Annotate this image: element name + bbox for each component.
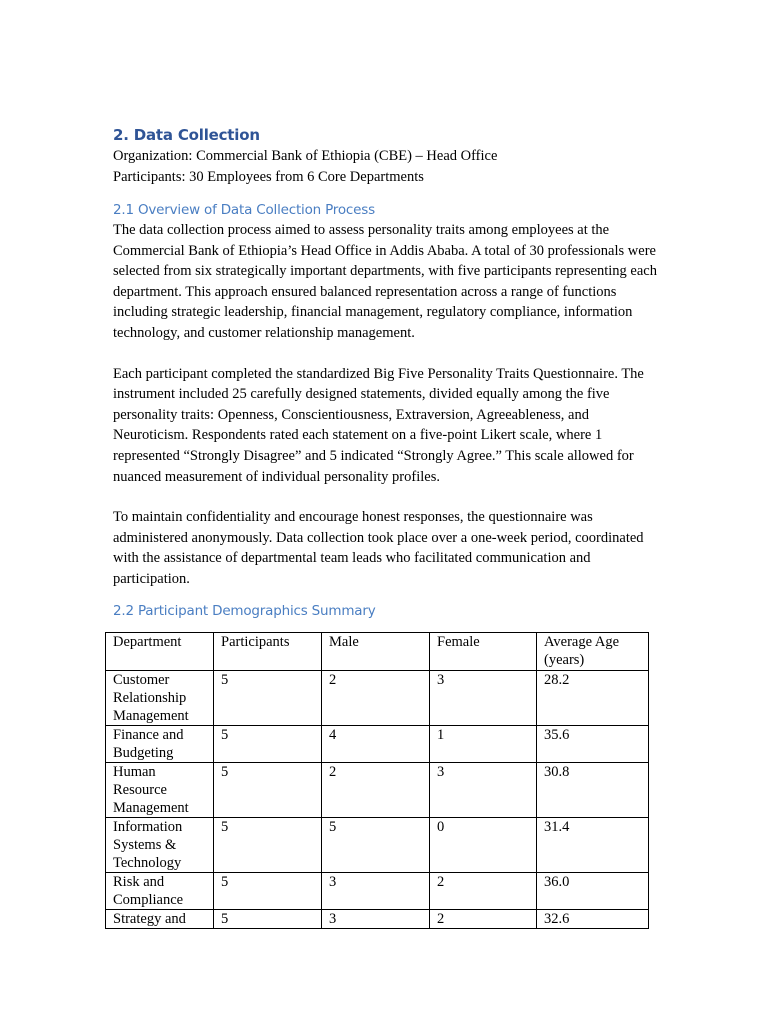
- cell-male: 5: [322, 818, 430, 873]
- overview-paragraph-2: Each participant completed the standardized Big Five Personality Traits Questionnaire. The instrument included 25 carefully designed statements, divided equally among the five personality traits: Openness, Conscientiousness, Extraversion, Agreeableness, and Neuroticism. Respondents rated each statement on a five-point Likert scale, where 1 represented “Strongly Disagree” and 5 indicated “Strongly Agree.” This scale allowed for nuanced measurement of individual personality profiles.: [113, 365, 644, 485]
- cell-department: Risk and Compliance: [106, 873, 214, 910]
- table-row: [106, 726, 649, 763]
- column-header-male: Male: [322, 633, 430, 671]
- cell-participants: 5: [214, 726, 322, 763]
- cell-male: 4: [322, 726, 430, 763]
- table-row: [106, 763, 649, 818]
- cell-department: Information Systems & Technology: [106, 818, 214, 873]
- cell-department: Finance and Budgeting: [106, 726, 214, 763]
- cell-average-age: 31.4: [537, 818, 649, 873]
- table-row: [106, 818, 649, 873]
- cell-female: 0: [430, 818, 537, 873]
- overview-paragraph-3: To maintain confidentiality and encourage honest responses, the questionnaire was administered anonymously. Data collection took place over a one-week period, coordinated with the assistance of departmental team leads who facilitated communication and participation.: [113, 509, 644, 587]
- cell-participants: 5: [214, 671, 322, 726]
- cell-average-age: 28.2: [537, 671, 649, 726]
- table-header-row: [106, 633, 649, 671]
- cell-male: 3: [322, 873, 430, 910]
- column-header-female: Female: [430, 633, 537, 671]
- cell-participants: 5: [214, 873, 322, 910]
- demographics-heading: 2.2 Participant Demographics Summary: [113, 602, 376, 619]
- table-row: [106, 910, 649, 929]
- organization-line: Organization: Commercial Bank of Ethiopia (CBE) – Head Office: [113, 148, 498, 164]
- section-title: 2. Data Collection: [113, 126, 260, 144]
- cell-male: 2: [322, 763, 430, 818]
- table-row: [106, 873, 649, 910]
- cell-average-age: 32.6: [537, 910, 649, 929]
- cell-average-age: 35.6: [537, 726, 649, 763]
- column-header-department: Department: [106, 633, 214, 671]
- participants-line: Participants: 30 Employees from 6 Core Departments: [113, 169, 424, 185]
- cell-male: 2: [322, 671, 430, 726]
- column-header-average-age: Average Age (years): [537, 633, 649, 671]
- cell-female: 1: [430, 726, 537, 763]
- column-header-participants: Participants: [214, 633, 322, 671]
- table-row: [106, 671, 649, 726]
- section-content: [113, 124, 658, 621]
- cell-average-age: 36.0: [537, 873, 649, 910]
- cell-participants: 5: [214, 818, 322, 873]
- cell-department: Customer Relationship Management: [106, 671, 214, 726]
- demographics-table: [105, 632, 649, 929]
- cell-female: 2: [430, 910, 537, 929]
- cell-average-age: 30.8: [537, 763, 649, 818]
- cell-department: Human Resource Management: [106, 763, 214, 818]
- cell-participants: 5: [214, 910, 322, 929]
- cell-department: Strategy and: [106, 910, 214, 929]
- cell-female: 3: [430, 763, 537, 818]
- cell-female: 3: [430, 671, 537, 726]
- cell-male: 3: [322, 910, 430, 929]
- overview-paragraph-1: The data collection process aimed to assess personality traits among employees at the Commercial Bank of Ethiopia’s Head Office in Addis Ababa. A total of 30 professionals were selected from six strategically important departments, with five participants representing each department. This approach ensured balanced representation across a range of functions including strategic leadership, financial management, regulatory compliance, information technology, and customer relationship management.: [113, 222, 657, 341]
- overview-heading: 2.1 Overview of Data Collection Process: [113, 202, 375, 218]
- cell-female: 2: [430, 873, 537, 910]
- cell-participants: 5: [214, 763, 322, 818]
